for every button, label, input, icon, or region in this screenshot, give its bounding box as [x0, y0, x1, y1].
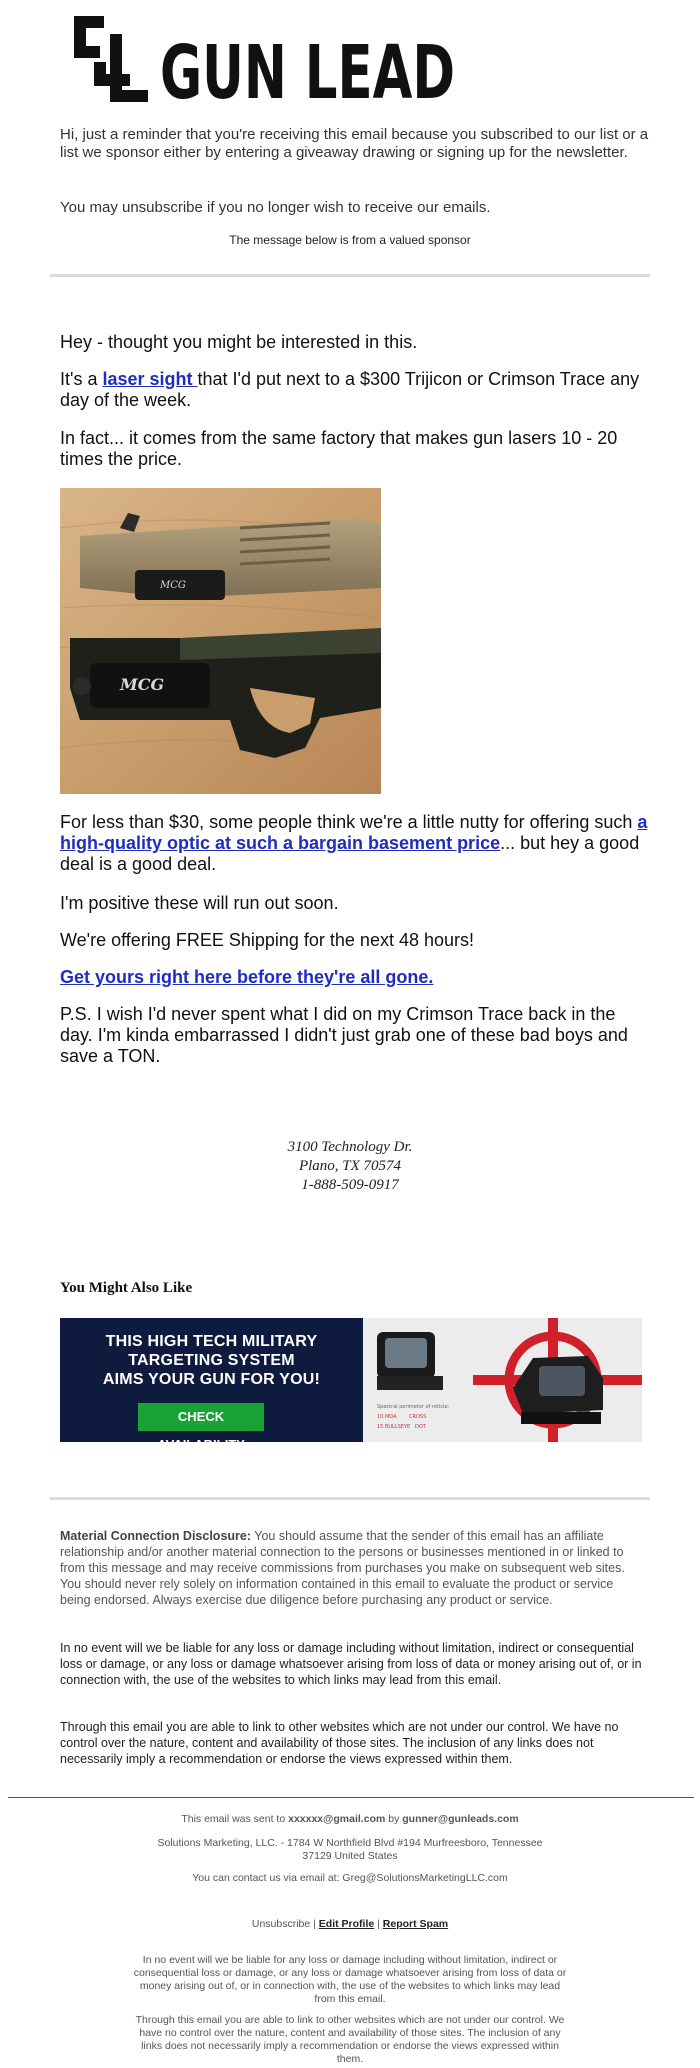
message-p1	[60, 332, 650, 353]
ad-headline-line-1: THIS HIGH TECH MILITARY	[105, 1333, 318, 1350]
material-connection-disclosure	[60, 1528, 645, 1608]
address-city: Plano, TX 70574	[298, 1158, 402, 1174]
ad-product-panel	[363, 1318, 642, 1442]
footer-liability-text: In no event will we be liable for any loss or damage including without limitation, indirect or consequential loss or damage, or any loss or damage whatsoever arising from loss of data or money arising out of, or in connection with, the use of the websites to which links may lead from this email.	[133, 1954, 567, 2005]
address-street: 3100 Technology Dr.	[287, 1139, 413, 1155]
get-yours-link[interactable]: Get yours right here before they're all gone.	[60, 967, 434, 987]
footer-liability	[130, 1954, 570, 2006]
message-p5-text: I'm positive these will run out soon.	[60, 893, 339, 913]
bargain-optic-link[interactable]: a high-quality optic at such a bargain basement price	[60, 812, 648, 853]
red-dot-sight-icon	[363, 1318, 642, 1442]
footer-separator: |	[310, 1918, 319, 1930]
contact-text: You can contact us via email at: Greg@SolutionsMarketingLLC.com	[192, 1872, 508, 1884]
company-line-2: 37129 United States	[302, 1850, 398, 1862]
message-ps	[60, 1004, 650, 1067]
brand-logo	[70, 12, 470, 116]
subscription-reminder	[60, 126, 650, 162]
ad-small-text-2: 10 MOA	[377, 1414, 397, 1420]
message-p1-text: Hey - thought you might be interested in this.	[60, 332, 418, 352]
message-p5	[60, 893, 650, 914]
message-p4-pre: For less than $30, some people think we're a little nutty for offering such	[60, 812, 638, 832]
message-p3	[60, 428, 650, 470]
company-address	[130, 1837, 570, 1863]
message-p3-text: In fact... it comes from the same factory that makes gun lasers 10 - 20 times the price.	[60, 428, 618, 469]
sent-pre: This email was sent to	[181, 1813, 289, 1825]
liability-text: In no event will we be liable for any loss or damage including without limitation, indirect or consequential loss or damage, or any loss or damage whatsoever arising from loss of data or money arising out of, or in connection with, the use of the websites to which links may lead from this email.	[60, 1641, 642, 1687]
company-line-1: Solutions Marketing, LLC. - 1784 W Northfield Blvd #194 Murfreesboro, Tennessee	[157, 1837, 543, 1849]
pistol-laser-photo	[60, 488, 381, 794]
unsubscribe-link[interactable]: Unsubscribe	[251, 1918, 311, 1930]
unsubscribe-note-text: You may unsubscribe if you no longer wish to receive our emails.	[60, 199, 491, 216]
disclosure-label: Material Connection Disclosure:	[60, 1529, 252, 1543]
sponsor-address	[0, 1138, 700, 1195]
message-p7	[60, 967, 650, 988]
third-party-text: Through this email you are able to link to other websites which are not under our control. We have no control over the nature, content and availability of those sites. The inclusion of any links does not necessarily imply a recommendation or endorse the views expressed within them.	[60, 1720, 619, 1766]
message-p2-pre: It's a	[60, 369, 103, 389]
sponsor-note: The message below is from a valued sponsor	[229, 233, 471, 247]
recipient-email: xxxxxx@gmail.com	[288, 1813, 386, 1825]
check-availability-button[interactable]: CHECK AVAILABILITY	[138, 1403, 264, 1431]
footer-links	[130, 1918, 570, 1931]
message-p4-post: ... but hey a good deal is a good deal.	[60, 833, 640, 874]
logo-text: GUN LEAD	[160, 30, 455, 116]
contact-line	[130, 1872, 570, 1885]
sent-to-line	[130, 1813, 570, 1826]
address-phone: 1-888-509-0917	[301, 1177, 399, 1193]
laser-sight-product-image[interactable]	[60, 488, 381, 794]
also-like-heading: You Might Also Like	[60, 1280, 193, 1296]
edit-profile-link[interactable]: Edit Profile	[318, 1918, 375, 1930]
ad-small-text-1: Spectral perimeter of reticle:	[377, 1404, 450, 1410]
divider-2	[50, 1497, 650, 1500]
message-p6-text: We're offering FREE Shipping for the next 48 hours!	[60, 930, 474, 950]
ad-small-text-3: CROSS	[409, 1414, 427, 1420]
laser-sight-link[interactable]: laser sight	[102, 369, 198, 389]
ad-promo-panel	[60, 1318, 363, 1452]
footer-third-party	[130, 2014, 570, 2066]
third-party-notice	[60, 1719, 645, 1767]
sender-email: gunner@gunleads.com	[402, 1813, 519, 1825]
reminder-text: Hi, just a reminder that you're receiving this email because you subscribed to our list or a list we sponsor either by entering a giveaway drawing or signing up for the newsletter.	[60, 126, 649, 161]
message-ps-text: P.S. I wish I'd never spent what I did on my Crimson Trace back in the day. I'm kinda embarrassed I didn't just grab one of these bad boys and save a TON.	[60, 1004, 628, 1066]
sent-mid: by	[385, 1813, 403, 1825]
message-p2-post: that I'd put next to a $300 Trijicon or Crimson Trace any day of the week.	[60, 369, 640, 410]
message-p6	[60, 930, 650, 951]
disclosure-text: You should assume that the sender of this email has an affiliate relationship and/or another material connection to the persons or businesses mentioned in or linked to from this message and may receive commissions from purchases you make on subsequent web sites. You should never rely solely on information contained in this email to evaluate the product or service being endorsed. Always exercise due diligence before purchasing any product or service.	[60, 1529, 625, 1607]
message-p4	[60, 812, 650, 875]
divider	[50, 274, 650, 277]
message-p2	[60, 369, 650, 411]
ad-headline-line-3: AIMS YOUR GUN FOR YOU!	[102, 1371, 321, 1388]
report-spam-link[interactable]: Report Spam	[382, 1918, 449, 1930]
liability-notice	[60, 1640, 645, 1688]
laser-marking-2: MCG	[120, 675, 165, 694]
laser-marking-1: MCG	[160, 580, 186, 591]
footer-third-party-text: Through this email you are able to link to other websites which are not under our control. We have no control over the nature, content and availability of those sites. The inclusion of any links does not necessarily imply a recommendation or endorse the views expressed within them.	[135, 2014, 565, 2065]
unsubscribe-note	[60, 199, 650, 217]
ad-headline-line-2: TARGETING SYSTEM	[128, 1352, 295, 1369]
ad-headline	[60, 1332, 363, 1389]
gun-lead-logo-icon	[70, 12, 470, 116]
ad-small-text-5: DOT	[415, 1424, 426, 1430]
footer-separator: |	[374, 1918, 383, 1930]
footer-divider	[8, 1797, 694, 1798]
ad-small-text-4: 15 BULLSEYE	[377, 1424, 411, 1430]
targeting-system-ad[interactable]	[60, 1318, 642, 1452]
